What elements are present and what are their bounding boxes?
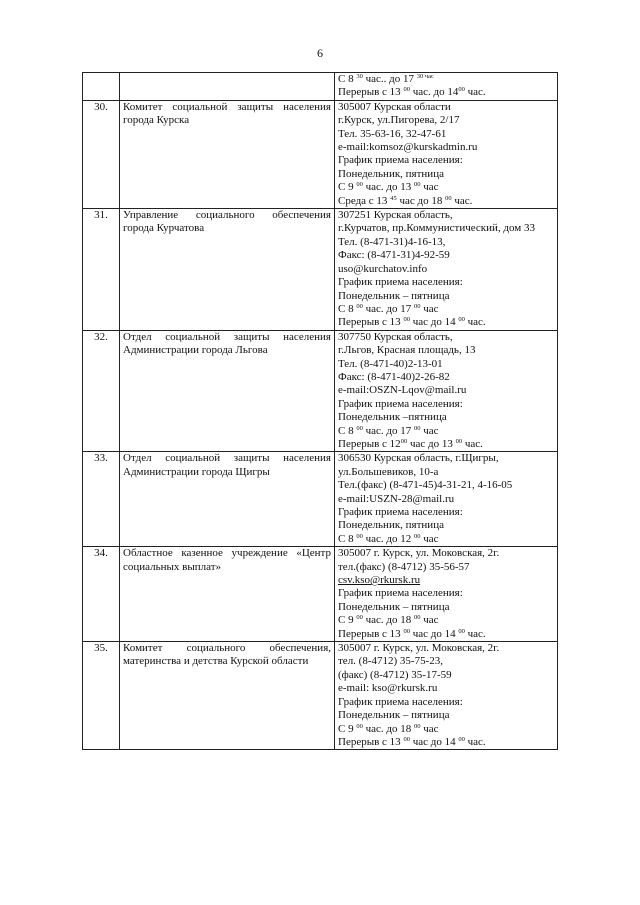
contact-line: г.Льгов, Красная площадь, 13: [338, 344, 476, 357]
row-number: 34.: [83, 547, 120, 642]
contact-line: Перерыв с 13 $^{00}$ час до 14 $^{00}$ час.: [338, 316, 486, 329]
contact-line: С 8 $^{00}$ час. до 17 $^{00}$ час: [338, 302, 439, 315]
superscript-minutes: 00: [414, 532, 421, 540]
contact-line: Среда с 13 $^{45}$ час до 18 $^{00}$ час.: [338, 194, 473, 207]
superscript-minutes: 00: [356, 302, 363, 310]
contact-line: График приема населения:: [338, 587, 463, 600]
superscript-minutes: 00: [414, 614, 421, 622]
contact-line: uso@kurchatov.info: [338, 262, 428, 275]
superscript-minutes: 00: [403, 627, 410, 635]
contact-line: Перерыв с 13 $^{00}$ час. до $14^{00}$ час.: [338, 86, 486, 99]
contact-line: 305007 г. Курск, ул. Моковская, 2г.: [338, 547, 500, 560]
contact-line: Перерыв с $12^{00}$ час до 13 $^{00}$ час.: [338, 437, 483, 450]
superscript-minutes: 00: [458, 735, 465, 743]
contact-line: 307251 Курская область,: [338, 209, 453, 222]
contact-line: 306530 Курская область, г.Щигры,: [338, 452, 499, 465]
superscript-minutes: 00: [445, 194, 452, 202]
contact-line: Тел.(факс) (8-471-45)4-31-21, 4-16-05: [338, 479, 513, 492]
email-link[interactable]: csv.kso@rkursk.ru: [338, 574, 421, 587]
superscript-minutes: 00: [403, 316, 410, 324]
contact-line: Тел. (8-471-40)2-13-01: [338, 357, 443, 370]
superscript-minutes: 00: [403, 735, 410, 743]
superscript-minutes: 00: [356, 181, 363, 189]
table-row-continuation: [83, 73, 558, 101]
contact-line: Понедельник – пятница: [338, 289, 450, 302]
row-number: [83, 73, 120, 101]
contact-info: [335, 100, 558, 208]
table-row: [83, 209, 558, 331]
contact-info: [335, 330, 558, 452]
contact-line: г.Курчатов, пр.Коммунистический, дом 33: [338, 222, 536, 235]
superscript-minutes: 30 час: [416, 73, 434, 80]
contacts-table-body: [83, 73, 558, 750]
contact-line: [338, 574, 554, 587]
row-number: 33.: [83, 452, 120, 547]
contact-line: С 8 $^{00}$ час. до 12 $^{00}$ час: [338, 532, 439, 545]
contact-line: Понедельник – пятница: [338, 709, 450, 722]
contact-line: e-mail:USZN-28@mail.ru: [338, 492, 455, 505]
contact-line: e-mail: kso@rkursk.ru: [338, 682, 438, 695]
superscript-minutes: 00: [356, 424, 363, 432]
organization-name: Отдел социальной защиты населения Администрации города Льгова: [120, 330, 335, 452]
superscript-minutes: 00: [414, 302, 421, 310]
contact-line: Понедельник – пятница: [338, 600, 450, 613]
superscript-minutes: 00: [458, 627, 465, 635]
superscript-minutes: 30: [356, 73, 363, 80]
contact-line: Понедельник –пятница: [338, 411, 447, 424]
contact-info: [335, 642, 558, 750]
contact-line: Тел. 35-63-16, 32-47-61: [338, 127, 447, 140]
contact-line: e-mail:OSZN-Lqov@mail.ru: [338, 384, 467, 397]
contact-line: тел.(факс) (8-4712) 35-56-57: [338, 560, 470, 573]
superscript-minutes: 00: [356, 614, 363, 622]
contact-line: 305007 Курская области: [338, 100, 451, 113]
superscript-minutes: 00: [400, 437, 408, 445]
superscript-minutes: 00: [414, 424, 421, 432]
table-row: [83, 100, 558, 208]
contact-info: [335, 547, 558, 642]
contact-info: [335, 209, 558, 331]
table-row: [83, 642, 558, 750]
row-number: 35.: [83, 642, 120, 750]
organization-name: Отдел социальной защиты населения Администрации города Щигры: [120, 452, 335, 547]
contact-line: График приема населения:: [338, 506, 463, 518]
contact-line: График приема населения:: [338, 154, 463, 167]
contact-line: 305007 г. Курск, ул. Моковская, 2г.: [338, 642, 500, 655]
contact-line: Перерыв с 13 $^{00}$ час до 14 $^{00}$ час.: [338, 627, 486, 640]
superscript-minutes: 00: [356, 722, 363, 730]
contact-line: г.Курск, ул.Пигорева, 2/17: [338, 114, 460, 127]
page-number: 6: [317, 46, 323, 60]
superscript-minutes: 00: [458, 316, 465, 324]
contact-line: (факс) (8-4712) 35-17-59: [338, 668, 452, 681]
contacts-table: [82, 72, 558, 750]
contact-line: ул.Большевиков, 10-а: [338, 465, 439, 478]
contact-line: Понедельник, пятница: [338, 519, 444, 532]
organization-name: Управление социального обеспечения города Курчатова: [120, 209, 335, 331]
contact-line: 307750 Курская область,: [338, 330, 453, 343]
contact-line: Перерыв с 13 $^{00}$ час до 14 $^{00}$ час.: [338, 735, 486, 748]
contact-line: e-mail:komsoz@kurskadmin.ru: [338, 141, 478, 154]
organization-name: [120, 73, 335, 101]
contact-line: тел. (8-4712) 35-75-23,: [338, 655, 443, 668]
organization-name: Областное казенное учреждение «Центр социальных выплат»: [120, 547, 335, 642]
row-number: 30.: [83, 100, 120, 208]
superscript-minutes: 00: [458, 86, 465, 94]
superscript-minutes: 00: [414, 181, 421, 189]
organization-name: Комитет социальной защиты населения города Курска: [120, 100, 335, 208]
superscript-minutes: 00: [356, 532, 363, 540]
contact-line: Понедельник, пятница: [338, 167, 444, 180]
contact-line: Факс: (8-471-40)2-26-82: [338, 370, 450, 383]
superscript-minutes: 00: [403, 86, 410, 94]
contact-line: Тел. (8-471-31)4-16-13,: [338, 235, 446, 248]
table-row: [83, 330, 558, 452]
contact-line: С 9 $^{00}$ час. до 18 $^{00}$ час: [338, 614, 439, 627]
contact-line: С 9 $^{00}$ час. до 13 $^{00}$ час: [338, 181, 439, 194]
contact-line: С 8 $^{00}$ час. до 17 $^{00}$ час: [338, 424, 439, 437]
row-number: 31.: [83, 209, 120, 331]
superscript-minutes: 00: [414, 722, 421, 730]
table-row: [83, 547, 558, 642]
contact-line: С 8 $^{30}$ час.. до 17 $^{30 час}$: [338, 73, 434, 85]
contact-info: [335, 73, 558, 101]
table-row: [83, 452, 558, 547]
contact-line: Факс: (8-471-31)4-92-59: [338, 249, 450, 262]
row-number: 32.: [83, 330, 120, 452]
superscript-minutes: 00: [455, 437, 463, 445]
contact-line: График приема населения:: [338, 397, 463, 410]
contact-info: [335, 452, 558, 547]
contact-line: График приема населения:: [338, 276, 463, 289]
contact-line: График приема населения:: [338, 695, 463, 708]
superscript-minutes: 45: [390, 194, 397, 202]
organization-name: Комитет социального обеспечения, материнства и детства Курской области: [120, 642, 335, 750]
contact-line: С 9 $^{00}$ час. до 18 $^{00}$ час: [338, 722, 439, 735]
